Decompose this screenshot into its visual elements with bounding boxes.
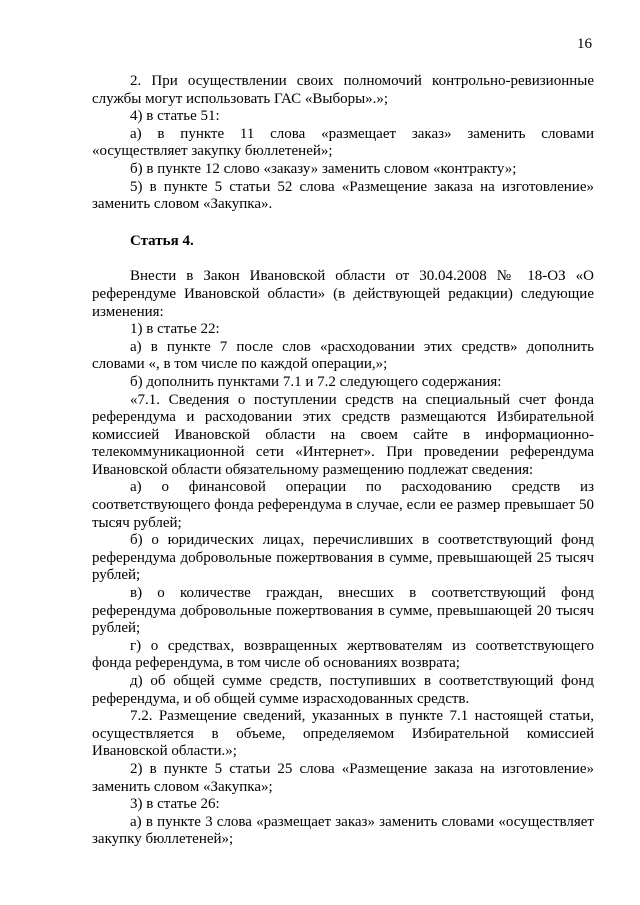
paragraph: 4) в статье 51: bbox=[130, 108, 220, 125]
paragraph: в) о количестве граждан, внесших в соответствующий фонд референдума добровольные пожертвования в сумме, превышающей 20 тысяч рублей; bbox=[92, 585, 594, 637]
paragraph: а) в пункте 11 слова «размещает заказ» заменить словами «осуществляет закупку бюллетеней»; bbox=[92, 125, 594, 160]
paragraph: а) в пункте 3 слова «размещает заказ» заменить словами «осуществляет закупку бюллетеней»; bbox=[92, 813, 594, 848]
page-number: 16 bbox=[577, 36, 592, 52]
paragraph: 3) в статье 26: bbox=[130, 796, 220, 813]
paragraph: 5) в пункте 5 статьи 52 слова «Размещение заказа на изготовление» заменить словом «Закупка». bbox=[92, 178, 594, 213]
paragraph: б) дополнить пунктами 7.1 и 7.2 следующего содержания: bbox=[130, 373, 502, 390]
paragraph: 2) в пункте 5 статьи 25 слова «Размещение заказа на изготовление» заменить словом «Закупка»; bbox=[92, 760, 594, 795]
paragraph: г) о средствах, возвращенных жертвователям из соответствующего фонда референдума, в том числе об основаниях возврата; bbox=[92, 637, 594, 672]
paragraph: 7.2. Размещение сведений, указанных в пункте 7.1 настоящей статьи, осуществляется в объеме, определяемом Избирательной комиссией Ивановской области.»; bbox=[92, 708, 594, 760]
document-body bbox=[92, 73, 594, 849]
paragraph: «7.1. Сведения о поступлении средств на специальный счет фонда референдума и расходовании этих средств размещаются Избирательной комиссией Ивановской области на своем сайте в информационно-телекоммуникационной сети «Интернет». При проведении референдума Ивановской области обязательному размещению подлежат сведения: bbox=[92, 391, 594, 478]
paragraph: а) в пункте 7 после слов «расходовании этих средств» дополнить словами «, в том числе по каждой операции,»; bbox=[92, 338, 594, 373]
paragraph: д) об общей сумме средств, поступивших в соответствующий фонд референдума, и об общей сумме израсходованных средств. bbox=[92, 673, 594, 707]
paragraph: а) о финансовой операции по расходованию средств из соответствующего фонда референдума в случае, если ее размер превышает 50 тысяч рублей; bbox=[92, 479, 594, 531]
paragraph: б) о юридических лицах, перечисливших в соответствующий фонд референдума добровольные пожертвования в сумме, превышающей 25 тысяч рублей; bbox=[92, 532, 594, 584]
article-heading: Статья 4. bbox=[130, 232, 194, 249]
paragraph: б) в пункте 12 слово «заказу» заменить словом «контракту»; bbox=[130, 160, 517, 177]
paragraph: Внести в Закон Ивановской области от 30.04.2008 № 18-ОЗ «О референдуме Ивановской области» (в действующей редакции) следующие изменения: bbox=[92, 268, 594, 320]
paragraph: 1) в статье 22: bbox=[130, 321, 220, 338]
paragraph: 2. При осуществлении своих полномочий контрольно-ревизионные службы могут использовать ГАС «Выборы».»; bbox=[92, 73, 594, 107]
